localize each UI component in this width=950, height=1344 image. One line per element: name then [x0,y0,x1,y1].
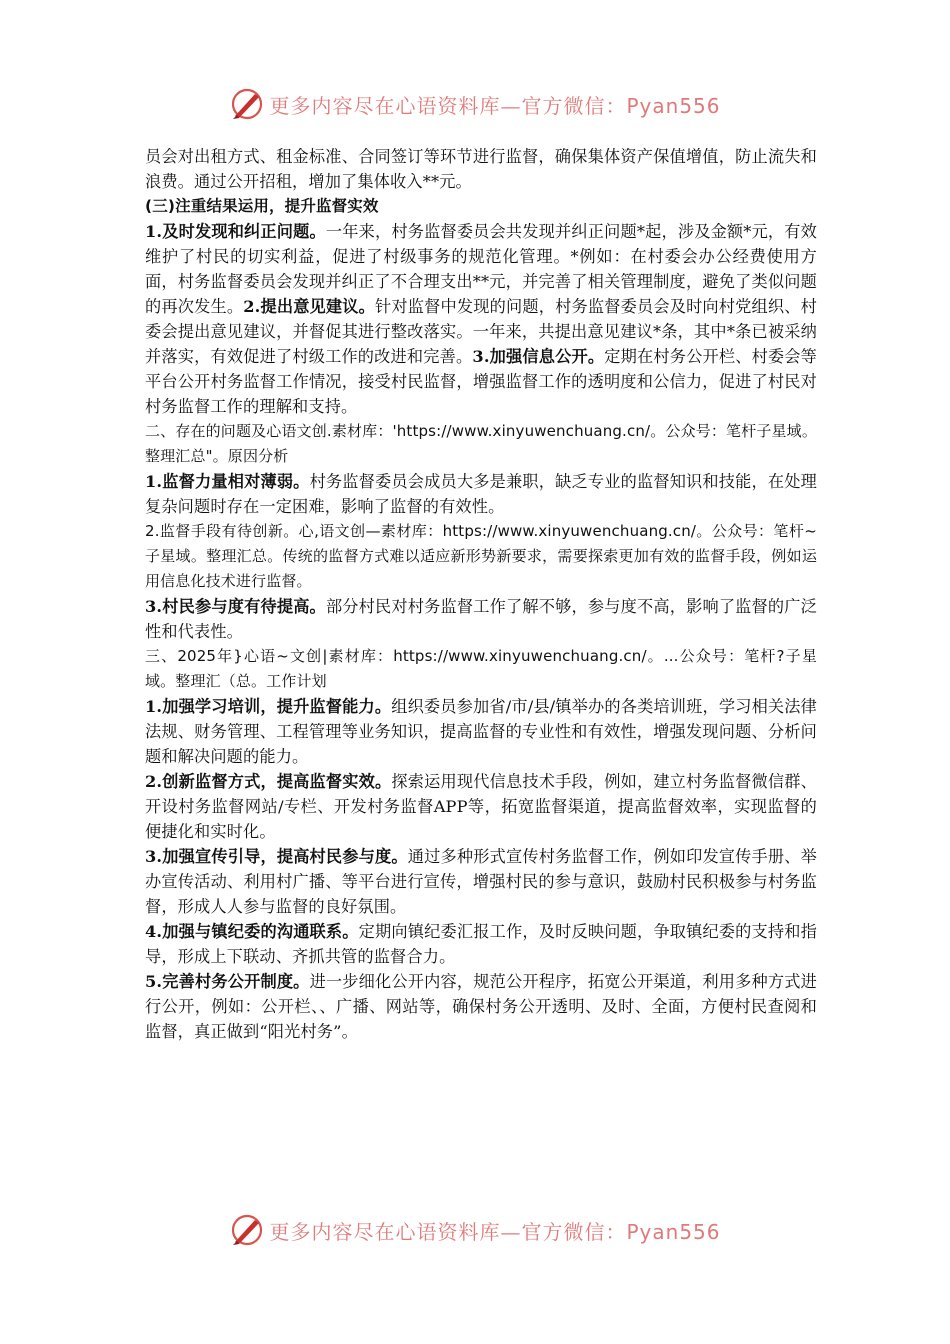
pen-circle-logo-icon [229,86,265,122]
paragraph: 员会对出租方式、租金标准、合同签订等环节进行监督，确保集体资产保值增值，防止流失和浪费。通过公开招租，增加了集体收入**元。 [145,147,817,191]
section-heading: (三)注重结果运用，提升监督实效 [145,197,379,215]
paragraph: 1.及时发现和纠正问题。一年来，村务监督委员会共发现并纠正问题*起，涉及金额*元，有效维护了村民的切实利益，促进了村级事务的规范化管理。*例如：在村委会办公经费使用方面，村务监督委员会发现并纠正了不合理支出**元，并完善了相关管理制度，避免了类似问题的再次发生。2.提出意见建议。针对监督中发现的问题，村务监督委员会及时向村党组织、村委会提出意见建议，并督促其进行整改落实。一年来，共提出意见建议*条，其中*条已被采纳并落实，有效促进了村级工作的改进和完善。3.加强信息公开。定期在村务公开栏、村委会等平台公开村务监督工作情况，接受村民监督，增强监督工作的透明度和公信力，促进了村民对村务监督工作的理解和支持。 [145,222,818,416]
paragraph: 1.监督力量相对薄弱。村务监督委员会成员大多是兼职，缺乏专业的监督知识和技能，在处理复杂问题时存在一定困难，影响了监督的有效性。 [145,472,817,516]
paragraph: 4.加强与镇纪委的沟通联系。定期向镇纪委汇报工作，及时反映问题，争取镇纪委的支持和指导，形成上下联动、齐抓共管的监督合力。 [145,922,817,966]
header-banner [0,84,950,124]
banner-text: 更多内容尽在心语资料库—官方微信：Pyan556 [269,1219,721,1244]
paragraph: 3.加强宣传引导，提高村民参与度。通过多种形式宣传村务监督工作，例如印发宣传手册、举办宣传活动、利用村广播、等平台进行宣传，增强村民的参与意识，鼓励村民积极参与村务监督，形成人人参与监督的良好氛围。 [145,847,817,916]
section-heading: 二、存在的问题及心语文创.素材库：'https://www.xinyuwenchuang.cn/。公众号：笔杆子星域。整理汇总"。原因分析 [145,422,817,465]
pen-circle-logo-icon [229,1212,265,1248]
paragraph: 5.完善村务公开制度。进一步细化公开内容，规范公开程序，拓宽公开渠道，利用多种方式进行公开，例如：公开栏、、广播、网站等，确保村务公开透明、及时、全面，方便村民查阅和监督，真正做到“阳光村务”。 [145,972,817,1041]
document-body [145,144,817,1044]
paragraph: 3.村民参与度有待提高。部分村民对村务监督工作了解不够，参与度不高，影响了监督的广泛性和代表性。 [145,597,818,641]
paragraph: 1.加强学习培训，提升监督能力。组织委员参加省/市/县/镇举办的各类培训班，学习相关法律法规、财务管理、工程管理等业务知识，提高监督的专业性和有效性，增强发现问题、分析问题和解决问题的能力。 [145,697,817,766]
paragraph: 2.创新监督方式，提高监督实效。探索运用现代信息技术手段，例如，建立村务监督微信群、开设村务监督网站/专栏、开发村务监督APP等，拓宽监督渠道，提高监督效率，实现监督的便捷化和实时化。 [145,772,817,841]
footer-banner [0,1210,950,1250]
banner-text: 更多内容尽在心语资料库—官方微信：Pyan556 [269,93,721,118]
section-heading: 三、2025年}心语~文创|素材库：https://www.xinyuwenchuang.cn/。...公众号：笔杆?子星域。整理汇（总。工作计划 [145,647,817,690]
paragraph: 2.监督手段有待创新。心,语文创—素材库：https://www.xinyuwenchuang.cn/。公众号：笔杆~子星域。整理汇总。传统的监督方式难以适应新形势新要求，需要探索更加有效的监督手段，例如运用信息化技术进行监督。 [145,522,817,590]
